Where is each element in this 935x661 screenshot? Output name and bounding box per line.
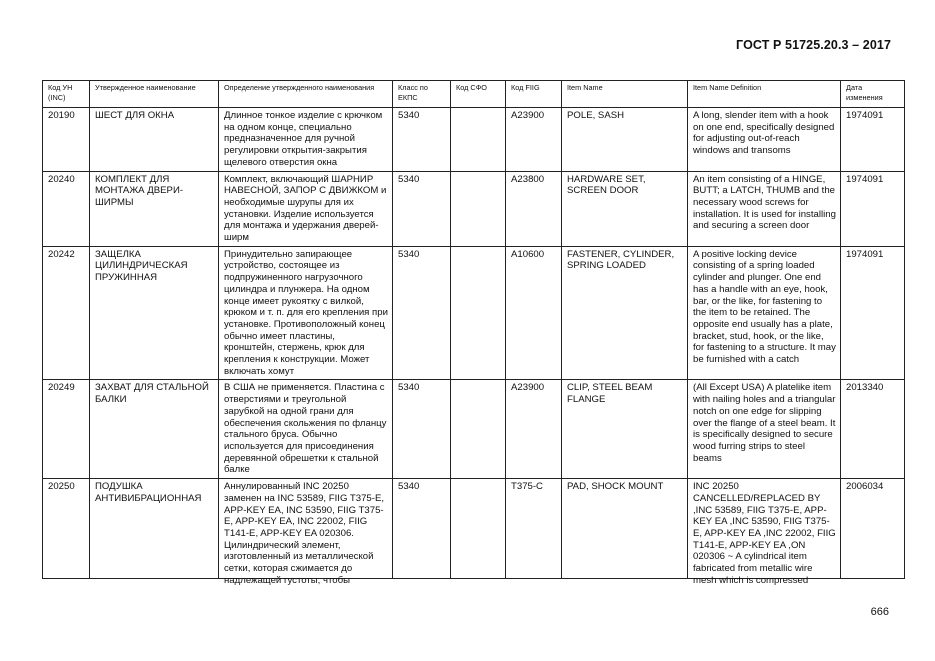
cell-inc xyxy=(43,479,90,579)
cell-ekps-class: 5340 xyxy=(393,108,451,172)
cell-item-name: HARDWARE SET, SCREEN DOOR xyxy=(562,171,688,246)
cell-approved-name xyxy=(90,479,219,579)
cell-item-definition xyxy=(688,479,841,586)
cell-change-date: 2013340 xyxy=(841,380,905,479)
cell-fiig-code xyxy=(506,479,562,579)
cell-item-name: POLE, SASH xyxy=(562,108,688,172)
cell-approved-definition xyxy=(219,479,393,586)
column-header-sfo-code: Код СФО xyxy=(451,81,506,108)
column-header-item-name: Item Name xyxy=(562,81,688,108)
cell-approved-name: ЗАХВАТ ДЛЯ СТАЛЬНОЙ БАЛКИ xyxy=(90,380,219,479)
cell-inc: 20240 xyxy=(43,171,90,246)
cell-approved-definition: Принудительно запирающее устройство, состоящее из подпружиненного нагрузочного цилиндра и плунжера. На одном конце имеет рукоятку с вилкой, крюком и т. п. для его крепления при установке. Противоположный конец обычно имеет пластины, кронштейн, стержень, крюк для крепления к конструкции. Может включать хомут xyxy=(219,246,393,380)
column-header-inc: Код УН (INC) xyxy=(43,81,90,108)
cell-ekps-class: 5340 xyxy=(393,246,451,380)
nomenclature-table xyxy=(42,80,905,586)
cell-fiig-code: A23800 xyxy=(506,171,562,246)
cell-approved-name: ШЕСТ ДЛЯ ОКНА xyxy=(90,108,219,172)
cell-item-definition-text: INC 20250 CANCELLED/REPLACED BY ,INC 53589, FIIG T375-E, APP-KEY EA ,INC 53590, FIIG T375-E, APP-KEY EA ,INC 22002, FIIG T141-E, APP-KEY EA ,ON 020306 ~ A cylindrical item fabricated from metallic wire mesh which is compressed xyxy=(693,481,836,586)
table-header-row xyxy=(43,81,905,108)
cell-ekps-class xyxy=(393,479,451,579)
cell-fiig-code-text: T375-C xyxy=(511,481,543,493)
column-header-ekps-class: Класс по ЕКПС xyxy=(393,81,451,108)
column-header-approved-definition: Определение утвержденного наименования xyxy=(219,81,393,108)
cell-ekps-class: 5340 xyxy=(393,380,451,479)
cell-ekps-class: 5340 xyxy=(393,171,451,246)
cell-item-definition: (All Except USA) A platelike item with nailing holes and a triangular notch on one edge for slipping over the flange of a steel beam. It is specifically designed to secure wood furring strips to steel beams xyxy=(688,380,841,479)
cell-item-name-text: PAD, SHOCK MOUNT xyxy=(567,481,664,493)
cell-item-name xyxy=(562,479,688,579)
cell-sfo-code xyxy=(451,108,506,172)
cell-item-definition: A long, slender item with a hook on one end, specifically designed for adjusting out-of-reach windows and transoms xyxy=(688,108,841,172)
table-row xyxy=(43,246,905,380)
cell-change-date: 1974091 xyxy=(841,108,905,172)
cell-fiig-code: A10600 xyxy=(506,246,562,380)
table-row xyxy=(43,380,905,479)
column-header-approved-name: Утвержденное наименование xyxy=(90,81,219,108)
cell-inc: 20242 xyxy=(43,246,90,380)
cell-approved-definition: Комплект, включающий ШАРНИР НАВЕСНОЙ, ЗАПОР С ДВИЖКОМ и необходимые шурупы для их установки. Изделие используется для монтажа и удержания дверей-ширм xyxy=(219,171,393,246)
column-header-item-definition: Item Name Definition xyxy=(688,81,841,108)
document-standard-code: ГОСТ Р 51725.20.3 – 2017 xyxy=(736,38,891,52)
cell-change-date-text: 2006034 xyxy=(846,481,884,493)
cell-sfo-code xyxy=(451,246,506,380)
cell-inc-text: 20250 xyxy=(48,481,75,493)
cell-ekps-class-text: 5340 xyxy=(398,481,420,493)
table-row xyxy=(43,108,905,172)
cell-sfo-code xyxy=(451,479,506,579)
table-row xyxy=(43,479,905,579)
cell-approved-definition-text: Аннулированный INC 20250 заменен на INC 53589, FIIG T375-E, APP-KEY EA, INC 53590, FIIG T375-E, APP-KEY EA, INC 22002, FIIG T141-E, APP-KEY EA 020306. Цилиндрический элемент, изготовленный из металлической сетки, которая сжимается до надлежащей густоты, чтобы xyxy=(224,481,385,586)
cell-fiig-code: A23900 xyxy=(506,108,562,172)
cell-approved-definition: В США не применяется. Пластина с отверстиями и треугольной зарубкой на одной грани для обеспечения скольжения по фланцу стального бруса. Обычно используется для присоединения деревянной обрешетки к стальной балке xyxy=(219,380,393,479)
cell-sfo-code xyxy=(451,380,506,479)
cell-change-date: 1974091 xyxy=(841,171,905,246)
cell-approved-definition: Длинное тонкое изделие с крючком на одном конце, специально предназначенное для ручной регулировки открытия-закрытия щелевого отверстия окна xyxy=(219,108,393,172)
cell-item-name: FASTENER, CYLINDER, SPRING LOADED xyxy=(562,246,688,380)
cell-change-date: 1974091 xyxy=(841,246,905,380)
cell-item-definition: A positive locking device consisting of a spring loaded cylinder and plunger. One end has a handle with an eye, hook, bar, or the like, for fastening to the item to be retained. The opposite end usually has a plate, bracket, stud, hook, or the like, for fastening to a structure. It may be furnished with a catch xyxy=(688,246,841,380)
table-row xyxy=(43,171,905,246)
cell-inc: 20190 xyxy=(43,108,90,172)
cell-item-name: CLIP, STEEL BEAM FLANGE xyxy=(562,380,688,479)
column-header-fiig-code: Код FIIG xyxy=(506,81,562,108)
page-number: 666 xyxy=(870,606,889,618)
cell-approved-name: ЗАЩЕЛКА ЦИЛИНДРИЧЕСКАЯ ПРУЖИННАЯ xyxy=(90,246,219,380)
cell-approved-name: КОМПЛЕКТ ДЛЯ МОНТАЖА ДВЕРИ-ШИРМЫ xyxy=(90,171,219,246)
cell-sfo-code xyxy=(451,171,506,246)
cell-item-definition: An item consisting of a HINGE, BUTT; a LATCH, THUMB and the necessary wood screws for installation. It is used for installing and securing a screen door xyxy=(688,171,841,246)
cell-approved-name-text: ПОДУШКА АНТИВИБРАЦИОННАЯ xyxy=(95,481,202,504)
column-header-change-date: Дата изменения xyxy=(841,81,905,108)
cell-fiig-code: A23900 xyxy=(506,380,562,479)
cell-inc: 20249 xyxy=(43,380,90,479)
cell-sfo-code-text xyxy=(456,481,501,576)
cell-change-date xyxy=(841,479,905,579)
